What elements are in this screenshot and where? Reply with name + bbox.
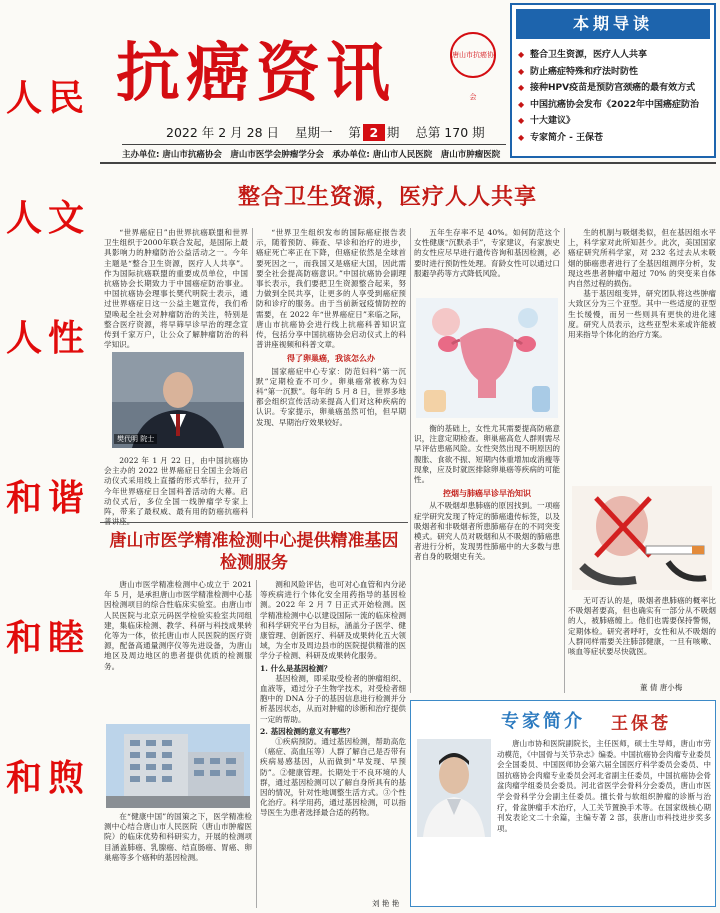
slogan-line: 人文 bbox=[5, 198, 90, 239]
slogan-line: 人性 bbox=[5, 318, 90, 359]
column-rule bbox=[564, 228, 565, 693]
seal-text: 唐山市抗癌协会 bbox=[452, 51, 494, 101]
this-issue-guide bbox=[510, 3, 716, 158]
guide-item-continued[interactable]: ◆ 十大建议》 bbox=[518, 113, 714, 130]
article-paragraph: 2022 年 1 月 22 日，由中国抗癌协会主办的 2022 世界癌症日全国主会场启动仪式采用线上直播的形式举行，拉开了今年世界癌症日全国科普活动的大幕。启动仪式后，多位全国一线肿瘤学专家上阵，带来了最权威、最有用的防癌抗癌科 bbox=[104, 456, 248, 517]
article-paragraph: 国家癌症中心专家：防范妇科“第一沉默”定期检查不可少。卵巢癌常被称为妇科“第一沉默”。每年的 5 月 8 日，世界多地都会组织宣传活动来提高人们对这种疾病的认识。专家提示，卵巢癌虽然可怕，但早期发现、早期治疗效果较好。 bbox=[256, 366, 406, 427]
divider bbox=[100, 162, 716, 164]
article-paragraph: 无可否认的是，吸烟者患肺癌的概率比不吸烟者要高，但也确实有一部分从不吸烟的人，被肺癌缠上。他们也需要保持警惕，定期体检。研究者呼吁，女性和从不吸烟的人群同样需要关注肺部健康，一旦有咳嗽、咳血等症状要尽快就医。 bbox=[568, 596, 716, 657]
expert-portrait-photo bbox=[417, 739, 491, 837]
no-smoking-illustration bbox=[572, 486, 712, 590]
guide-item[interactable]: ◆ 中国抗癌协会发布《2022年中国癌症防治 bbox=[518, 97, 714, 114]
newspaper-title: 抗癌资讯 bbox=[116, 36, 396, 111]
sponsor-line: 主办单位: 唐山市抗癌协会 唐山市医学会肿瘤学分会 承办单位: 唐山市人民医院 唐山市肿瘤医院 bbox=[122, 150, 501, 160]
photo-caption: 樊代明 院士 bbox=[114, 434, 157, 444]
slogan-strip bbox=[4, 70, 92, 840]
article-column bbox=[568, 228, 716, 428]
guide-item[interactable]: ◆ 接种HPV疫苗是预防宫颈癌的最有效方式 bbox=[518, 80, 714, 97]
article-paragraph: 基于基因组变异，研究团队将这些肿瘤大致区分为三个亚型。其中一些适度的亚型生长缓慢，而另一些则具有更快的进化速度。研究人员表示，这些亚型未来或许能被用来指导个体化的治疗方案。 bbox=[568, 289, 716, 340]
article-paragraph: ①疾病预防。通过基因检测，帮助高危（癌症、高血压等）人群了解自己是否带有疾病易感基因，从而做到“早发现、早预防”。②健康管理。长期处于不良环境的人群，通过基因检测可以了解自身所具有的基因的情况，针对性地调整生活方式。③个性化治疗。科学用药，通过基因检测，可以指导医生为患者选择最合适的药物。 bbox=[260, 737, 406, 818]
hospital-building-photo bbox=[106, 724, 250, 808]
uterus-illustration bbox=[416, 298, 558, 418]
slogan-line: 和谐 bbox=[5, 478, 90, 519]
article-paragraph: 测和风险评估，也可对心血管和内分泌等疾病进行个体化安全用药指导的基因检测。2022 年 2 月 7 日正式开始检测。医学精准检测中心以建设国际一流的临床检测和科学研究平台为目标，涵盖分子医学、健康管理、创新医疗、科研及成果转化五大领域，为全市及周边县市的医院提供精准的医学分子检测、科研及成果转化服务。 bbox=[260, 580, 406, 661]
article-column bbox=[104, 456, 248, 518]
issue-line bbox=[166, 123, 485, 141]
article2-headline: 唐山市医学精准检测中心提供精准基因检测服务 bbox=[109, 531, 399, 573]
issue-weekday: 星期一 bbox=[294, 125, 333, 140]
article-paragraph: 从不吸烟却患肺癌的原因找到。一项癌症学研究发现了特定的肺癌遗传标签，以及吸烟者和非吸烟者所患肺癌存在的不同突变模式。研究人员对吸烟和从不吸烟的肺癌患者进行分析，发现男性肺癌中的大多数与患者自身的吸烟史有关。 bbox=[414, 501, 560, 562]
expert-profile bbox=[410, 700, 716, 907]
column-rule bbox=[410, 228, 411, 693]
divider bbox=[122, 144, 506, 145]
expert-bio-paragraph: 唐山市协和医院副院长，主任医师，硕士生导师，唐山市劳动模范，《中国骨与关节杂志》编委。中国抗癌协会肉瘤专业委员会全国委员、中国医师协会第六届全国医疗科学委员会委员、中国抗癌协会肉瘤专业委员会河北省副主任委员，中国抗癌协会骨盆肉瘤学组委员会委员。河北省医学会骨科分会委员，唐山市医学会骨科学分会副主任委员。擅长骨与软组织肿瘤的诊断与治疗，骨盆肿瘤手术治疗，人工关节置换手术等。在国家级核心期刊发表论文二十余篇，主编专著 2 部，获唐山市科技进步奖多项。 bbox=[497, 739, 711, 833]
guide-item[interactable]: ◆ 整合卫生资源，医疗人人共享 bbox=[518, 47, 714, 64]
slogan-line: 和煦 bbox=[5, 758, 90, 799]
article-paragraph: 在“健康中国”的国策之下，医学精准检测中心结合唐山市人民医院（唐山市肿瘤医院）的临床优势和科研实力，开展的检测项目涵盖肺癌、乳腺癌、结直肠癌、胃癌、卵巢癌等多个癌种的基因检测。 bbox=[104, 812, 252, 862]
article-subhead: 得了卵巢癌，我该怎么办 bbox=[287, 353, 375, 364]
slogan-line: 人民 bbox=[5, 78, 90, 119]
issue-number-badge: 2 bbox=[363, 124, 385, 141]
article-headline: 整合卫生资源，医疗人人共享 bbox=[238, 184, 538, 210]
article-column bbox=[568, 596, 716, 680]
article-byline: 刘 艳 艳 bbox=[372, 899, 400, 908]
article-column bbox=[104, 580, 252, 720]
article-paragraph: 衡的基础上，女性尤其需要提高防癌意识，注意定期检查。卵巢癌高危人群则需尽早评估患癌风险。女性突然出现不明原因的腹胀、食欲不振、短期内体重增加或消瘦等现象，应及时就医排除卵巢癌等疾病的可能性。 bbox=[414, 424, 560, 485]
column-rule bbox=[256, 580, 257, 908]
guide-item[interactable]: ◆ 防止癌症特殊和疗法时防性 bbox=[518, 64, 714, 81]
article-paragraph: 唐山市医学精准检测中心成立于 2021 年 5 月，是承担唐山市医学精准检测中心基因检测项目的综合性临床实验室。由唐山市人民医院与北京元码医学检验实验室共同组建，集临床检测、教学、科研与科技成果转化等为一体，依托唐山市人民医院的医疗资源，配备高通量测序仪等先进设备，为唐山地区及周边地区的患者提供优质的检测服务。 bbox=[104, 580, 252, 671]
article-paragraph: “世界卫生组织发布的国际癌症报告表示，随着预防、筛查、早诊和治疗的进步，癌症死亡率正在下降，但癌症依然是全球首要死因之一，而我国又是癌症大国，因此需要全社会提高防癌意识。”中国抗癌协会副理事长表示，我们要把卫生资源整合起来，努力做到全民共享，让更多的人享受到癌症预防和诊疗的服务。由于当前新冠疫情防控的需要，在 2022 年“世界癌症日”来临之际，唐山市抗癌协会进行线上抗癌科普知识宣传，包括分享中国抗癌协会启动仪式上的科普讲座视频和科普文章。 bbox=[256, 228, 406, 350]
expert-bio bbox=[497, 739, 711, 903]
divider bbox=[100, 522, 408, 523]
article-column bbox=[260, 580, 406, 898]
article-paragraph: 五年生存率不足 40%。如何防范这个女性健康“沉默杀手”，专家建议，有家族史的女性应尽早进行遗传咨询和基因检测，必要时进行预防性处理。育龄女性可以通过口服避孕药等方式降低风险。 bbox=[414, 228, 560, 278]
masthead bbox=[96, 0, 506, 160]
article-column bbox=[414, 424, 560, 693]
guide-title: 本期导读 bbox=[516, 9, 710, 39]
article-paragraph: “世界癌症日”由世界抗癌联盟和世界卫生组织于2000年联合发起，是国际上最具影响力的肿瘤防治公益活动之一。今年主题是“整合卫生资源，医疗人人共享”。作为国际抗癌联盟的重要成员单位，中国抗癌协会长期致力于中国癌症防治事业。中国抗癌协会理事长樊代明院士表示，通过世界癌症日这一公益主题宣传，我们希望唤起全社会对肿瘤防治的关注，特别是整合医疗资源，将早筛早诊早治的理念宣传到千家万户，让公众了解肿瘤防治的科学知识。 bbox=[104, 228, 248, 350]
issue-prefix: 第 bbox=[348, 125, 361, 140]
issue-date: 2022 年 2 月 28 日 bbox=[166, 125, 280, 140]
article-byline: 董 倩 唐小梅 bbox=[640, 683, 683, 692]
article-question: 1. 什么是基因检测？ bbox=[260, 663, 332, 673]
article-column bbox=[256, 228, 406, 518]
portrait-photo bbox=[112, 352, 244, 448]
article-paragraph: 基因检测，即采取受检者的肿瘤组织、血液等，通过分子生物学技术，对受检者细胞中的 DNA 分子的基因信息进行检测并分析基因状态，从而对肿瘤的诊断和治疗提供一定的帮助。 bbox=[260, 673, 406, 724]
expert-name: 王保苍 bbox=[611, 714, 671, 734]
article-column bbox=[104, 812, 252, 908]
guide-list bbox=[518, 47, 714, 146]
article-question: 2. 基因检测的意义有哪些？ bbox=[260, 726, 355, 736]
guide-item[interactable]: ◆ 专家简介 - 王保苍 bbox=[518, 130, 714, 147]
expert-section-title: 专家简介 bbox=[501, 711, 585, 732]
article-paragraph: 生的机制与吸烟类似，但在基因组水平上，科学家对此所知甚少。此次，美国国家癌症研究所科学家，对 232 名过去从未吸烟的肺癌患者进行了全基因组测序分析，发现这些患者肿瘤中超过 70% 的突变来自体内自然过程的损伤。 bbox=[568, 228, 716, 289]
association-seal-icon bbox=[450, 32, 496, 101]
slogan-line: 和睦 bbox=[5, 618, 90, 659]
article-column bbox=[414, 228, 560, 292]
total-issue: 总第 170 期 bbox=[415, 125, 485, 140]
article-subhead: 控烟与肺癌早诊早治知识 bbox=[443, 488, 531, 499]
issue-suffix: 期 bbox=[386, 125, 400, 140]
article-column bbox=[104, 228, 248, 348]
column-rule bbox=[252, 228, 253, 518]
